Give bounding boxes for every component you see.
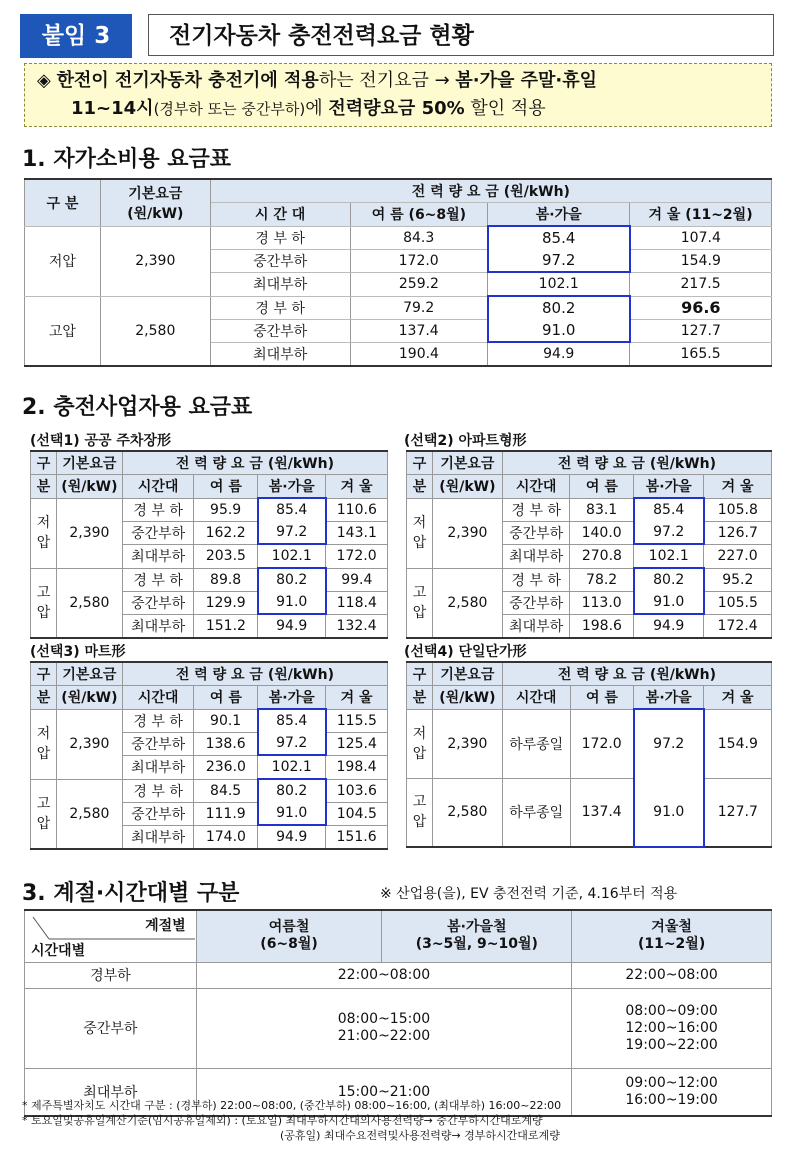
opt2-title: (선택2) 아파트형形 <box>404 433 527 449</box>
t3-light-winter: 22:00~08:00 <box>572 962 772 988</box>
cell: 126.7 <box>704 521 772 544</box>
cell: 270.8 <box>570 544 634 568</box>
section3-heading: 3. 계절·시간대별 구분 <box>22 881 240 906</box>
hdr-unit: (원/kW) <box>56 475 122 499</box>
hdr-spring: 봄·가을 <box>634 475 704 499</box>
cell: 95.9 <box>194 498 258 521</box>
group-low-2: 압 <box>412 745 427 762</box>
cell: 102.1 <box>258 544 326 568</box>
notice-p2-bold: 11~14시 <box>71 98 154 119</box>
cell: 162.2 <box>194 521 258 544</box>
group-low-2: 압 <box>36 535 51 551</box>
cell: 경 부 하 <box>122 568 194 591</box>
cell: 118.4 <box>326 591 388 614</box>
cell-highlight: 91.0 <box>258 591 326 614</box>
t1-cell: 최대부하 <box>210 342 350 366</box>
cell: 하루종일 <box>502 709 570 778</box>
t1-cell: 190.4 <box>350 342 488 366</box>
cell: 174.0 <box>194 825 258 849</box>
t1-cell: 84.3 <box>350 226 488 249</box>
t1-cell: 중간부하 <box>210 249 350 272</box>
cell-highlight: 80.2 <box>634 568 704 591</box>
footnote-3: (공휴일) 최대수요전력및사용전력량→ 경부하시간대로계량 <box>280 1129 560 1142</box>
group-high-2: 압 <box>36 815 51 832</box>
hdr-time: 시간대 <box>502 475 570 499</box>
self-use-rate-table <box>24 178 772 367</box>
cell: 최대부하 <box>122 544 194 568</box>
t1-cell: 경 부 하 <box>210 226 350 249</box>
hdr-unit: (원/kW) <box>432 686 502 710</box>
t3-h-winter-2: (11~2월) <box>637 936 706 953</box>
hdr-energy: 전 력 량 요 금 (원/kWh) <box>122 662 387 686</box>
group-low-1: 저 <box>36 726 51 742</box>
cell-highlight: 97.2 <box>258 521 326 544</box>
t1-h-gubun: 구 분 <box>25 179 101 226</box>
cell: 172.4 <box>704 614 772 638</box>
footnote-1: * 제주특별자치도 시간대 구분 : (경부하) 22:00~08:00, (중간부하) 08:00~16:00, (최대부하) 16:00~22:00 <box>22 1099 562 1112</box>
group-high-2: 압 <box>36 604 51 621</box>
notice-p2-mid: 에 <box>305 98 329 119</box>
t1-h-summer: 여 름 (6~8월) <box>350 203 488 227</box>
t3-mid-sum-spring <box>196 988 571 1068</box>
cell: 최대부하 <box>122 825 194 849</box>
cell-highlight: 91.0 <box>634 778 704 847</box>
cell: 중간부하 <box>122 802 194 825</box>
hdr-winter: 겨 울 <box>326 686 388 710</box>
cell: 중간부하 <box>122 591 194 614</box>
t1-cell-highlight: 97.2 <box>488 249 630 272</box>
cell: 89.8 <box>194 568 258 591</box>
season-time-table <box>24 909 772 1117</box>
group-low-2: 압 <box>36 746 51 762</box>
cell: 최대부하 <box>502 614 570 638</box>
hdr-gu: 구 <box>407 662 433 686</box>
hdr-bun: 분 <box>31 686 57 710</box>
group-high <box>407 778 433 847</box>
cell: 151.2 <box>194 614 258 638</box>
t3-mid-ss-2: 21:00~22:00 <box>337 1028 431 1044</box>
t3-mid-w-3: 19:00~22:00 <box>625 1036 718 1053</box>
hdr-time: 시간대 <box>122 686 194 710</box>
cell: 83.1 <box>570 498 634 521</box>
opt4-table <box>406 661 772 848</box>
t1-cell: 217.5 <box>630 272 772 296</box>
hdr-spring: 봄·가을 <box>258 475 326 499</box>
group-high-1: 고 <box>36 795 51 812</box>
cell-highlight: 80.2 <box>258 779 326 802</box>
t1-cell: 137.4 <box>350 319 488 342</box>
base-low: 2,390 <box>56 709 122 779</box>
hdr-summer: 여 름 <box>570 475 634 499</box>
base-low: 2,390 <box>432 709 502 778</box>
opt4-title: (선택4) 단일단가形 <box>404 644 527 660</box>
cell: 236.0 <box>194 755 258 779</box>
cell: 113.0 <box>570 591 634 614</box>
opt3-table <box>30 661 388 850</box>
cell-highlight: 91.0 <box>258 802 326 825</box>
cell: 137.4 <box>570 778 634 847</box>
hdr-base: 기본요금 <box>432 662 502 686</box>
hdr-summer: 여 름 <box>194 475 258 499</box>
t1-cell: 79.2 <box>350 296 488 319</box>
cell: 227.0 <box>704 544 772 568</box>
hdr-bun: 분 <box>407 686 433 710</box>
cell: 132.4 <box>326 614 388 638</box>
cell: 경 부 하 <box>122 779 194 802</box>
page-title: 전기자동차 충전전력요금 현황 <box>148 14 774 56</box>
t3-h-season: 계절별 <box>145 918 186 934</box>
t3-h-winter <box>572 910 772 962</box>
notice-p2-end: 할인 적용 <box>464 98 546 119</box>
cell: 중간부하 <box>502 521 570 544</box>
group-high <box>407 568 433 638</box>
base-low: 2,390 <box>432 498 502 568</box>
hdr-gu: 구 <box>407 451 433 475</box>
t1-h-base-label: 기본요금 <box>128 185 183 202</box>
t3-h-summer <box>196 910 382 962</box>
hdr-base: 기본요금 <box>56 662 122 686</box>
cell: 172.0 <box>326 544 388 568</box>
cell: 경 부 하 <box>502 498 570 521</box>
hdr-summer: 여 름 <box>570 686 634 710</box>
t1-group-low: 저압 <box>25 226 101 296</box>
base-high: 2,580 <box>56 568 122 638</box>
footnote-2: * 토요일및공휴일계산기준(임시공휴일제외) : (토요일) 최대부하시간대의사용전력량→ 중간부하시간대로계량 <box>22 1114 543 1127</box>
hdr-base: 기본요금 <box>56 451 122 475</box>
section1-heading: 1. 자가소비용 요금표 <box>22 147 231 172</box>
cell-highlight: 85.4 <box>634 498 704 521</box>
cell: 111.9 <box>194 802 258 825</box>
cell: 94.9 <box>634 614 704 638</box>
hdr-spring: 봄·가을 <box>258 686 326 710</box>
cell: 경 부 하 <box>502 568 570 591</box>
t3-peak-w-2: 16:00~19:00 <box>625 1091 718 1108</box>
t1-h-base-unit: (원/kW) <box>127 205 184 222</box>
t1-h-time: 시 간 대 <box>210 203 350 227</box>
t3-mid-label: 중간부하 <box>25 988 197 1068</box>
cell: 90.1 <box>194 709 258 732</box>
t3-mid-w-2: 12:00~16:00 <box>625 1019 718 1036</box>
opt1-table <box>30 450 388 639</box>
cell: 94.9 <box>258 825 326 849</box>
group-low-1: 저 <box>36 515 51 531</box>
cell: 105.5 <box>704 591 772 614</box>
t1-cell: 102.1 <box>488 272 630 296</box>
cell: 78.2 <box>570 568 634 591</box>
notice-p1-bold: 한전이 전기자동차 충전기에 적용 <box>56 70 319 91</box>
group-high-2: 압 <box>412 604 427 621</box>
t1-cell: 94.9 <box>488 342 630 366</box>
hdr-time: 시간대 <box>122 475 194 499</box>
t1-base-high: 2,580 <box>100 296 210 366</box>
t1-h-winter: 겨 울 (11~2월) <box>630 203 772 227</box>
cell: 110.6 <box>326 498 388 521</box>
t3-mid-w-1: 08:00~09:00 <box>625 1002 718 1019</box>
base-low: 2,390 <box>56 498 122 568</box>
cell-highlight: 91.0 <box>634 591 704 614</box>
t3-h-summer-2: (6~8월) <box>260 936 318 953</box>
cell: 127.7 <box>704 778 772 847</box>
hdr-unit: (원/kW) <box>56 686 122 710</box>
cell: 203.5 <box>194 544 258 568</box>
group-high-2: 압 <box>412 814 427 831</box>
t1-cell-highlight: 80.2 <box>488 296 630 319</box>
t1-cell: 259.2 <box>350 272 488 296</box>
t3-h-timeband: 시간대별 <box>31 942 86 959</box>
t1-cell-highlight: 85.4 <box>488 226 630 249</box>
opt1-title: (선택1) 공공 주차장形 <box>30 433 171 449</box>
attachment-badge: 붙임 3 <box>20 14 132 58</box>
t3-peak-label: 최대부하 <box>25 1068 197 1116</box>
hdr-energy: 전 력 량 요 금 (원/kWh) <box>122 451 387 475</box>
t3-h-spring-2: (3~5월, 9~10월) <box>415 936 538 953</box>
group-low <box>407 498 433 568</box>
cell: 105.8 <box>704 498 772 521</box>
cell: 198.4 <box>326 755 388 779</box>
cell-highlight: 97.2 <box>258 732 326 755</box>
hdr-energy: 전 력 량 요 금 (원/kWh) <box>502 451 771 475</box>
group-high-1: 고 <box>412 584 427 601</box>
t3-light-sum-spring: 22:00~08:00 <box>196 962 571 988</box>
t3-peak-w-1: 09:00~12:00 <box>625 1074 718 1091</box>
hdr-unit: (원/kW) <box>432 475 502 499</box>
cell-highlight: 97.2 <box>634 521 704 544</box>
cell: 최대부하 <box>502 544 570 568</box>
cell: 198.6 <box>570 614 634 638</box>
base-high: 2,580 <box>432 778 502 847</box>
cell: 중간부하 <box>122 521 194 544</box>
t1-cell: 127.7 <box>630 319 772 342</box>
cell-highlight: 80.2 <box>258 568 326 591</box>
cell: 95.2 <box>704 568 772 591</box>
cell: 중간부하 <box>122 732 194 755</box>
cell: 103.6 <box>326 779 388 802</box>
hdr-spring: 봄·가을 <box>634 686 704 710</box>
base-high: 2,580 <box>432 568 502 638</box>
t1-cell-bold: 96.6 <box>630 296 772 319</box>
cell: 99.4 <box>326 568 388 591</box>
cell: 102.1 <box>634 544 704 568</box>
cell: 125.4 <box>326 732 388 755</box>
cell: 138.6 <box>194 732 258 755</box>
t1-h-spring: 봄·가을 <box>488 203 630 227</box>
section2-heading: 2. 충전사업자용 요금표 <box>22 395 253 420</box>
cell: 경 부 하 <box>122 498 194 521</box>
cell: 151.6 <box>326 825 388 849</box>
hdr-time: 시간대 <box>502 686 570 710</box>
t1-h-energy: 전 력 량 요 금 (원/kWh) <box>210 179 771 203</box>
group-low-1: 저 <box>412 725 427 742</box>
notice-p2-small: (경부하 또는 중간부하) <box>153 100 306 118</box>
t1-group-high: 고압 <box>25 296 101 366</box>
t3-mid-winter <box>572 988 772 1068</box>
cell: 102.1 <box>258 755 326 779</box>
group-low <box>407 709 433 778</box>
hdr-gu: 구 <box>31 451 57 475</box>
notice-p2-bold2: 전력량요금 50% <box>328 98 465 119</box>
hdr-base: 기본요금 <box>432 451 502 475</box>
hdr-summer: 여 름 <box>194 686 258 710</box>
t1-cell: 107.4 <box>630 226 772 249</box>
group-high <box>31 568 57 638</box>
cell: 중간부하 <box>502 591 570 614</box>
cell-highlight: 85.4 <box>258 709 326 732</box>
cell-highlight: 85.4 <box>258 498 326 521</box>
t1-cell: 154.9 <box>630 249 772 272</box>
hdr-gu: 구 <box>31 662 57 686</box>
cell: 172.0 <box>570 709 634 778</box>
notice-box <box>24 63 772 127</box>
group-high-1: 고 <box>36 584 51 601</box>
group-high-1: 고 <box>412 794 427 811</box>
hdr-bun: 분 <box>407 475 433 499</box>
t1-cell: 중간부하 <box>210 319 350 342</box>
base-high: 2,580 <box>56 779 122 849</box>
notice-p1-rest: 하는 전기요금 → <box>318 70 456 91</box>
cell-highlight: 97.2 <box>634 709 704 778</box>
cell: 129.9 <box>194 591 258 614</box>
cell: 115.5 <box>326 709 388 732</box>
cell: 최대부하 <box>122 755 194 779</box>
t3-h-winter-1: 겨울철 <box>651 919 692 936</box>
t1-cell: 172.0 <box>350 249 488 272</box>
cell: 140.0 <box>570 521 634 544</box>
opt3-title: (선택3) 마트形 <box>30 644 126 660</box>
hdr-winter: 겨 울 <box>326 475 388 499</box>
cell: 최대부하 <box>122 614 194 638</box>
t1-cell-highlight: 91.0 <box>488 319 630 342</box>
notice-bullet: ◈ <box>37 70 51 91</box>
cell: 154.9 <box>704 709 772 778</box>
cell: 84.5 <box>194 779 258 802</box>
t3-mid-ss-1: 08:00~15:00 <box>337 1011 431 1027</box>
t1-cell: 165.5 <box>630 342 772 366</box>
t3-h-summer-1: 여름철 <box>268 919 310 936</box>
t3-h-spring-1: 봄·가을철 <box>447 919 507 936</box>
group-low-1: 저 <box>412 515 427 531</box>
group-low <box>31 709 57 779</box>
cell: 104.5 <box>326 802 388 825</box>
t3-peak-sum-spring: 15:00~21:00 <box>196 1068 571 1116</box>
group-high <box>31 779 57 849</box>
hdr-winter: 겨 울 <box>704 475 772 499</box>
t3-peak-winter <box>572 1068 772 1116</box>
section3-note: ※ 산업용(을), EV 충전전력 기준, 4.16부터 적용 <box>380 886 678 902</box>
cell: 94.9 <box>258 614 326 638</box>
cell: 143.1 <box>326 521 388 544</box>
t3-light-label: 경부하 <box>25 962 197 988</box>
cell: 경 부 하 <box>122 709 194 732</box>
t1-cell: 최대부하 <box>210 272 350 296</box>
t1-h-base <box>100 179 210 226</box>
group-low-2: 압 <box>412 535 427 551</box>
t1-cell: 경 부 하 <box>210 296 350 319</box>
t3-h-spring <box>382 910 572 962</box>
hdr-energy: 전 력 량 요 금 (원/kWh) <box>502 662 771 686</box>
cell: 하루종일 <box>502 778 570 847</box>
opt2-table <box>406 450 772 639</box>
group-low <box>31 498 57 568</box>
t1-base-low: 2,390 <box>100 226 210 296</box>
hdr-bun: 분 <box>31 475 57 499</box>
notice-p1-bold2: 봄·가을 주말·휴일 <box>455 70 598 91</box>
hdr-winter: 겨 울 <box>704 686 772 710</box>
t3-corner <box>25 910 197 962</box>
